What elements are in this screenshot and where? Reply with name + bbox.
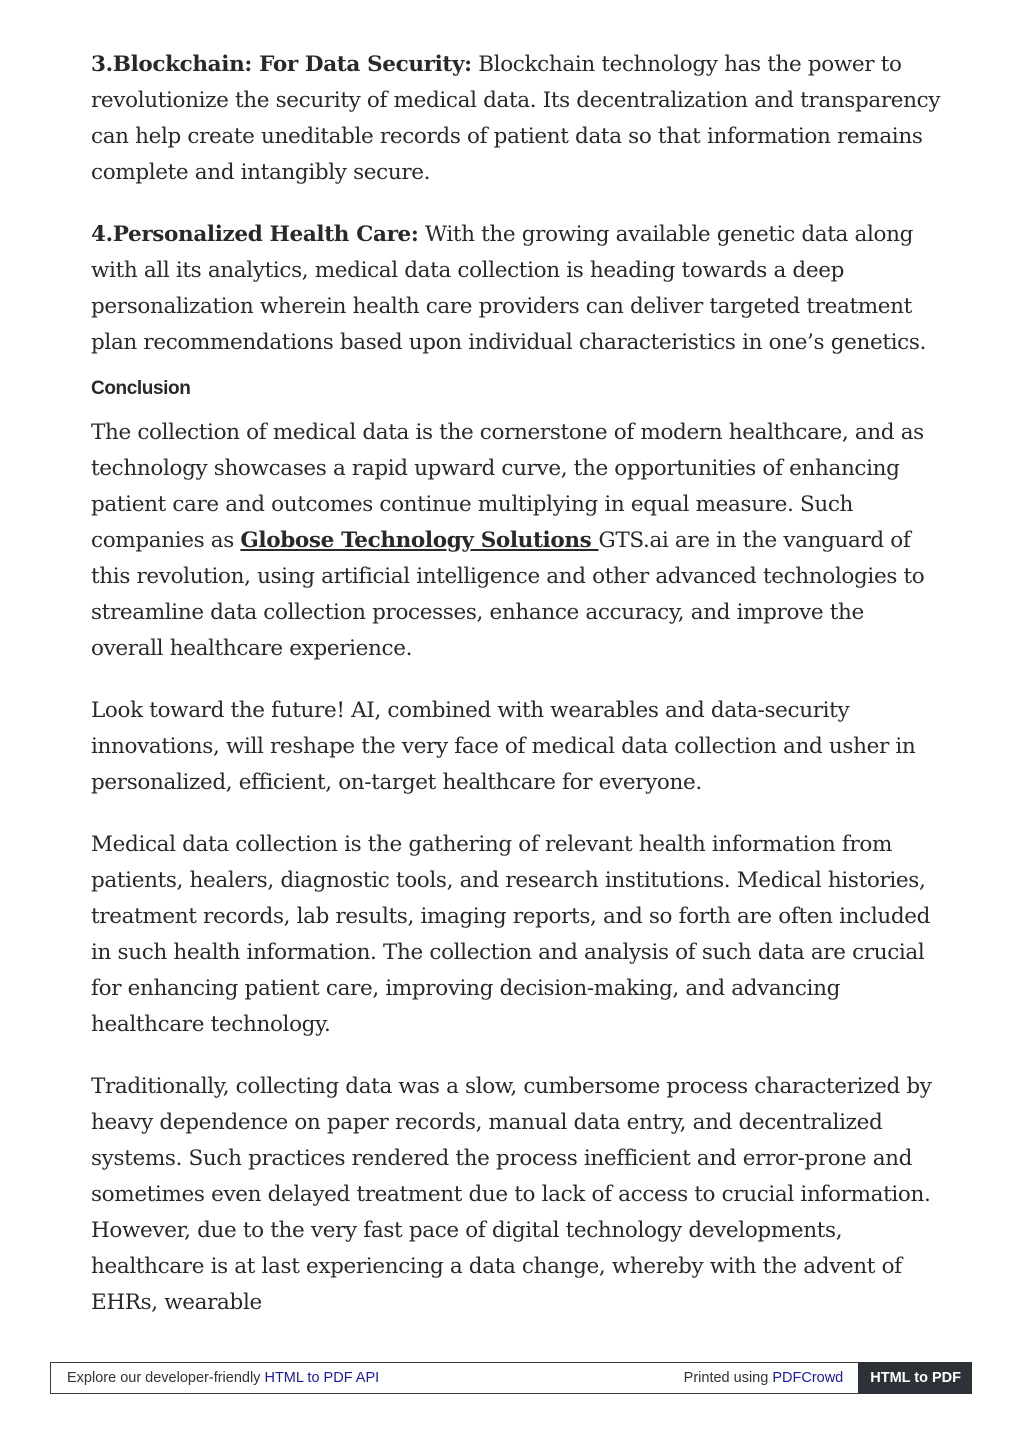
blockchain-text: Blockchain technology has the power to revolutionize the security of medical data. Its decentralization and transparency can help create uneditable records of patient data so that information remains complete and intangibly secure. xyxy=(91,52,941,185)
conclusion-paragraph-1 xyxy=(91,415,941,667)
conclusion-text-before-link: The collection of medical data is the cornerstone of modern healthcare, and as technology showcases a rapid upward curve, the opportunities of enhancing patient care and outcomes continue multiplying in equal measure. Such companies as xyxy=(91,420,924,553)
blockchain-paragraph xyxy=(91,47,941,191)
footer-explore xyxy=(51,1370,684,1386)
article-body xyxy=(91,47,941,1347)
footer-explore-text: Explore our developer-friendly xyxy=(67,1370,265,1386)
footer-printed xyxy=(684,1370,859,1386)
conclusion-paragraph-3: Medical data collection is the gathering of relevant health information from patients, healers, diagnostic tools, and research institutions. Medical histories, treatment records, lab results, imaging reports, and so forth are often included in such health information. The collection and analysis of such data are crucial for enhancing patient care, improving decision-making, and advancing healthcare technology. xyxy=(91,832,931,1037)
footer-printed-text: Printed using xyxy=(683,1370,773,1386)
html-to-pdf-badge[interactable]: HTML to PDF xyxy=(858,1362,972,1394)
html-to-pdf-api-link[interactable]: HTML to PDF API xyxy=(264,1370,380,1386)
personalized-text: With the growing available genetic data along with all its analytics, medical data collection is heading towards a deep personalization wherein health care providers can deliver targeted treatment plan recommendations based upon individual characteristics in one’s genetics. xyxy=(91,222,927,355)
blockchain-label: 3.Blockchain: For Data Security: xyxy=(91,52,472,77)
personalized-paragraph xyxy=(91,217,941,361)
conclusion-paragraph-4: Traditionally, collecting data was a slow, cumbersome process characterized by heavy dependence on paper records, manual data entry, and decentralized systems. Such practices rendered the process inefficient and error-prone and sometimes even delayed treatment due to lack of access to crucial information. However, due to the very fast pace of digital technology developments, healthcare is at last experiencing a data change, whereby with the advent of EHRs, wearable xyxy=(91,1074,932,1315)
conclusion-text-after-link: GTS.ai are in the vanguard of this revolution, using artificial intelligence and other advanced technologies to streamline data collection processes, enhance accuracy, and improve the overall healthcare experience. xyxy=(91,528,925,661)
globose-link[interactable]: Globose Technology Solutions xyxy=(240,528,599,553)
conclusion-paragraph-2: Look toward the future! AI, combined with wearables and data-security innovations, will reshape the very face of medical data collection and usher in personalized, efficient, on-target healthcare for everyone. xyxy=(91,698,916,795)
personalized-label: 4.Personalized Health Care: xyxy=(91,222,419,247)
pdfcrowd-footer xyxy=(50,1362,972,1394)
conclusion-heading: Conclusion xyxy=(91,378,191,399)
pdfcrowd-link[interactable]: PDFCrowd xyxy=(772,1370,844,1386)
